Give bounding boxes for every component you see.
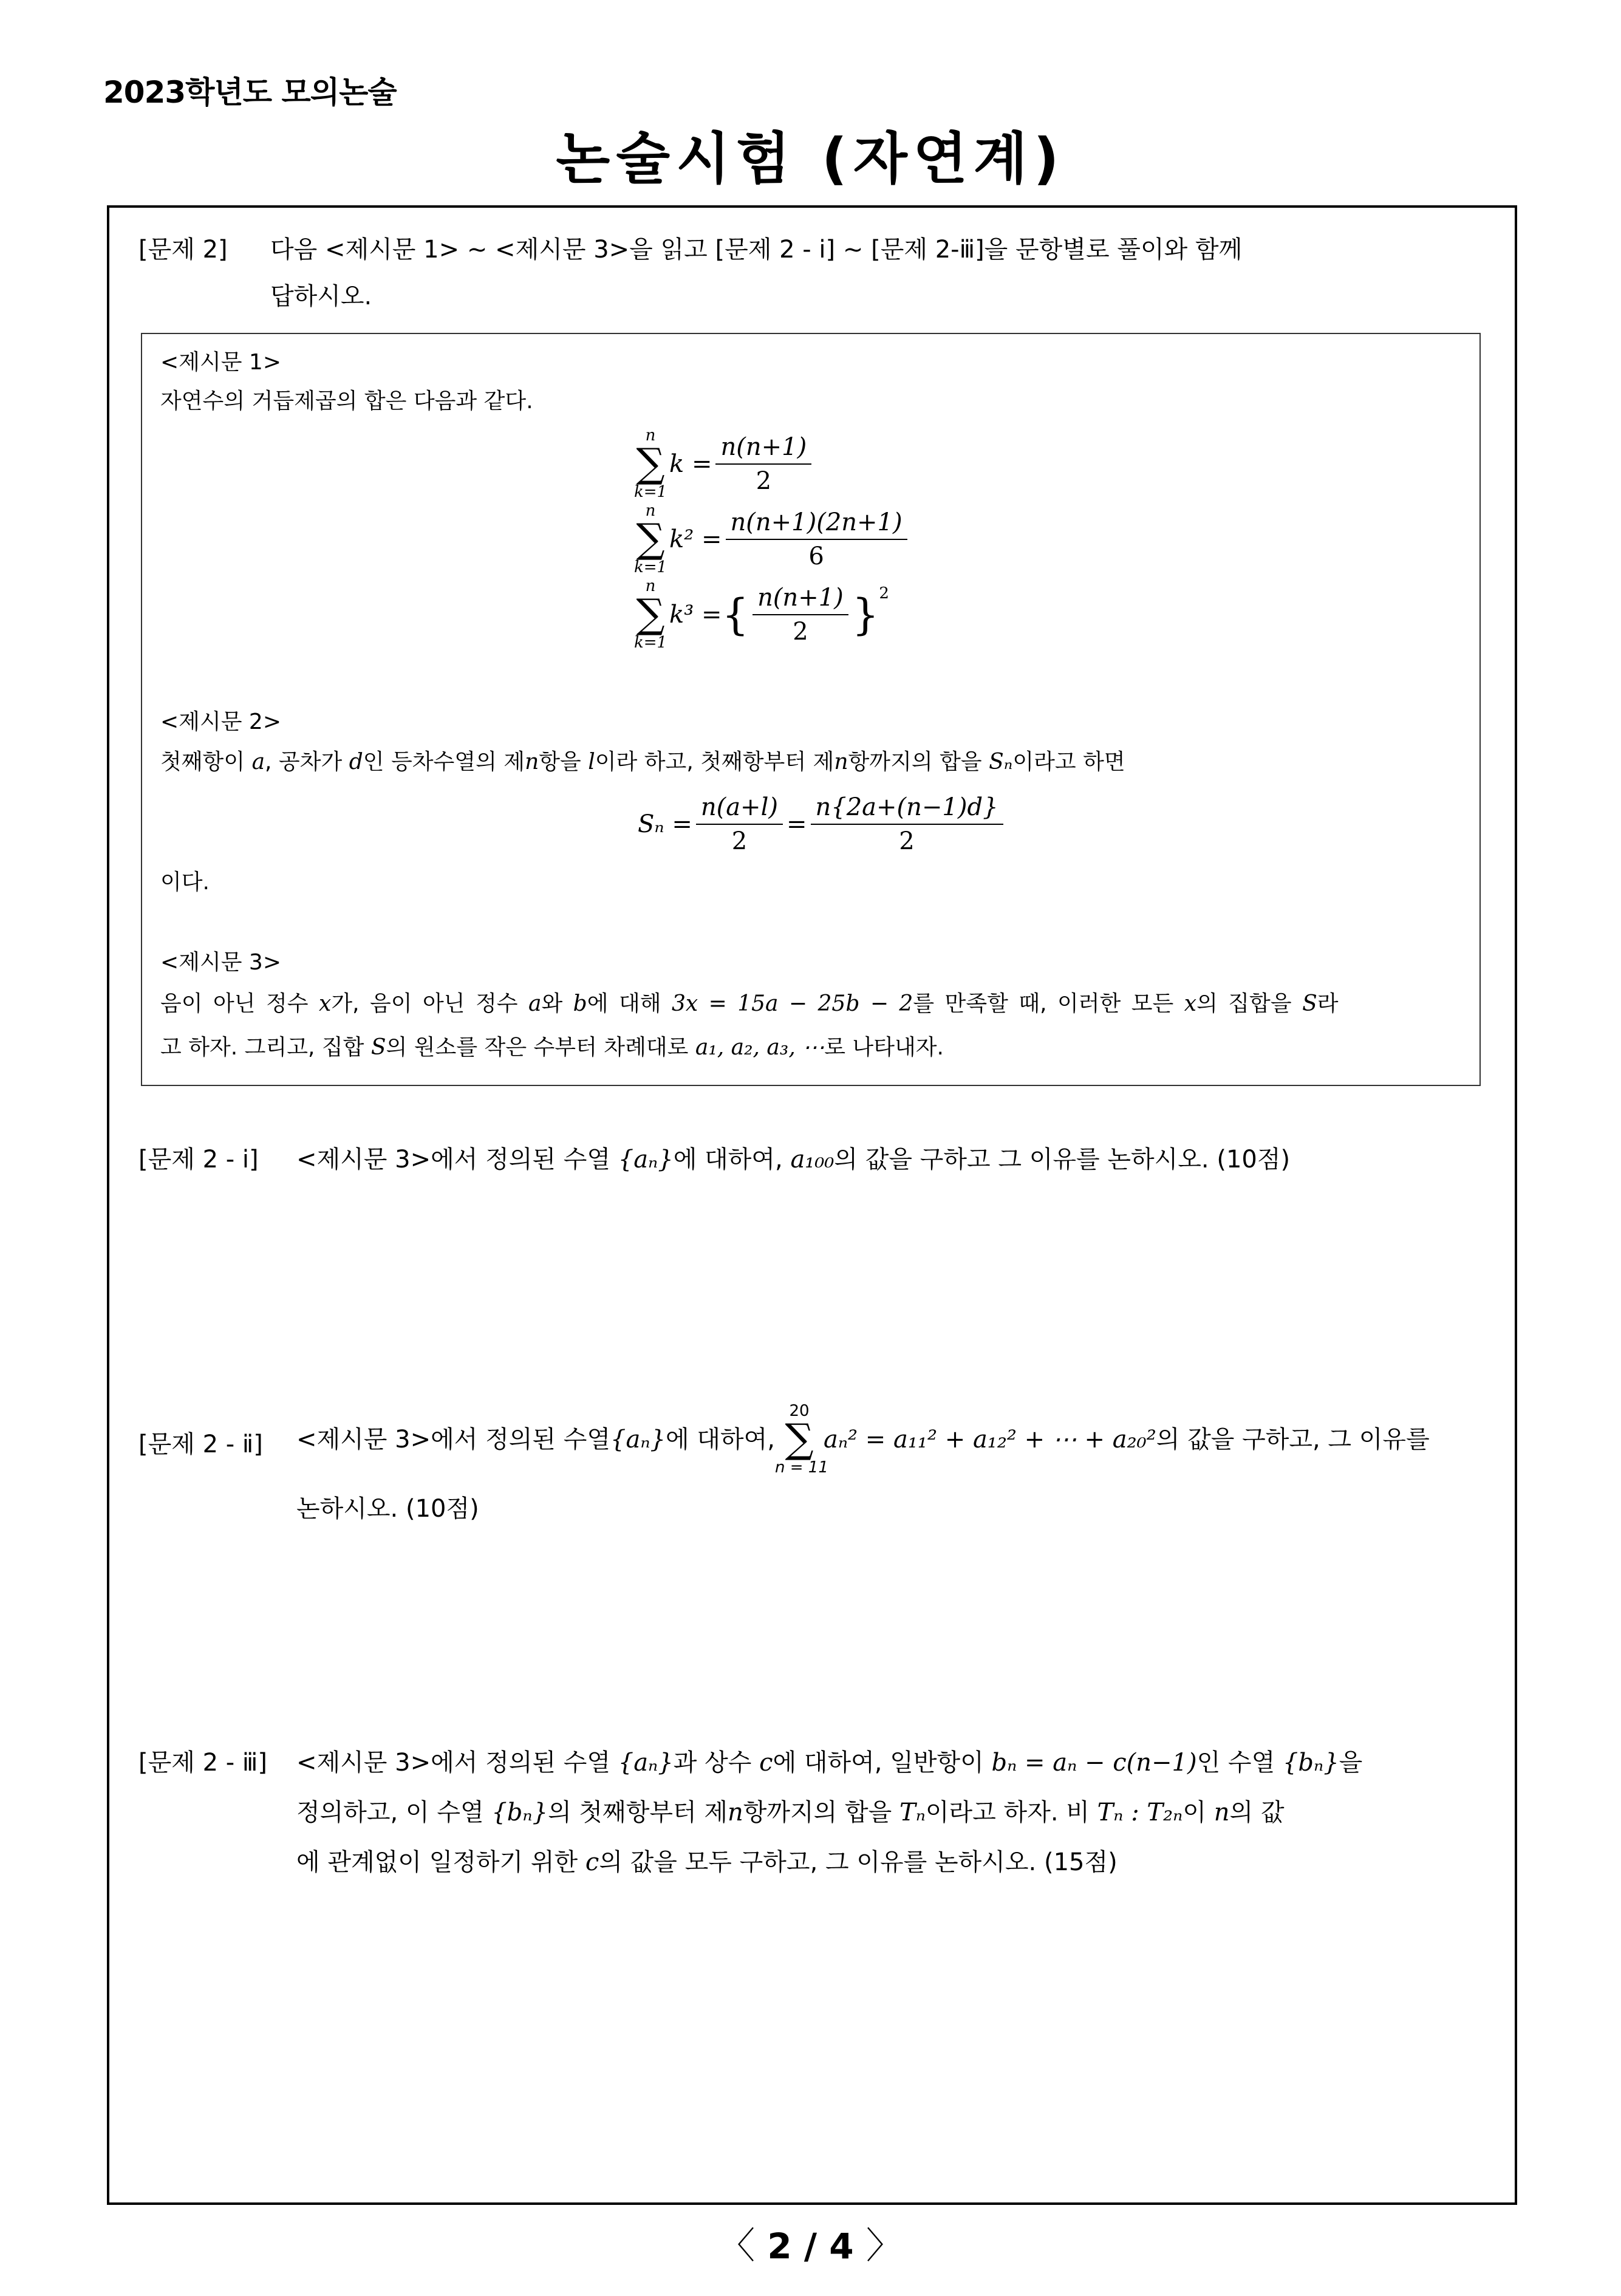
q3-line1: <제시문 3>에서 정의된 수열 {aₙ}과 상수 c에 대하여, 일반항이 bₙ = aₙ − c(n−1)인 수열 {bₙ}을 bbox=[296, 1749, 1363, 1777]
fraction: $\frac{n(n+1)}{2}$ bbox=[752, 584, 848, 646]
passage1-label: <제시문 1> bbox=[160, 350, 282, 375]
exam-year: 2023학년도 모의논술 bbox=[103, 75, 397, 110]
passage1-formula-1: n ∑ k=1 k = $\frac{n(n+1)}{2}$ bbox=[632, 428, 815, 501]
sum-symbol: n ∑ k=1 bbox=[633, 426, 667, 501]
passage2-label: <제시문 2> bbox=[160, 709, 282, 734]
sum-symbol: n ∑ k=1 bbox=[633, 577, 667, 652]
q1-label: [문제 2 - ⅰ] bbox=[138, 1146, 259, 1174]
exam-title: 논술시험 (자연계) bbox=[556, 126, 1065, 191]
passage3-line1: 음이 아닌 정수 x가, 음이 아닌 정수 a와 b에 대해 3x = 15a − 25b − 2를 만족할 때, 이러한 모든 x의 집합을 S라 bbox=[160, 991, 1339, 1016]
q3-line3: 에 관계없이 일정하기 위한 c의 값을 모두 구하고, 그 이유를 논하시오. (15점) bbox=[296, 1848, 1118, 1876]
fraction: $\frac{n\{2a+(n-1)d\}}{2}$ bbox=[811, 793, 1003, 855]
passage2-text: 첫째항이 a, 공차가 d인 등차수열의 제n항을 l이라 하고, 첫째항부터 제n항까지의 합을 Sₙ이라고 하면 bbox=[160, 750, 1125, 774]
left-angle-bracket: 〈 bbox=[718, 2225, 756, 2267]
q2-line1: <제시문 3>에서 정의된 수열 {aₙ} 에 대하여, 20 ∑ n = 11 aₙ² = a₁₁² + a₁₂² + ⋯ + a₂₀² 의 값을 구하고, 그 이유를 bbox=[296, 1402, 1430, 1477]
q3-label: [문제 2 - ⅲ] bbox=[138, 1749, 268, 1777]
problem-label: [문제 2] bbox=[138, 236, 228, 264]
passage2-formula: Sₙ = $\frac{n(a+l)}{2}$ = $\frac{n\{2a+(n-1)d\}}{2}$ bbox=[638, 793, 1007, 855]
passage1-text: 자연수의 거듭제곱의 합은 다음과 같다. bbox=[160, 389, 533, 414]
q3-line2: 정의하고, 이 수열 {bₙ}의 첫째항부터 제n항까지의 합을 Tₙ이라고 하자. 비 Tₙ : T₂ₙ이 n의 값 bbox=[296, 1799, 1285, 1826]
fraction: $\frac{n(n+1)(2n+1)}{6}$ bbox=[726, 508, 907, 570]
passage1-formula-3: n ∑ k=1 k³ = { $\frac{n(n+1)}{2}$ } $^2$ bbox=[632, 578, 889, 651]
fraction: $\frac{n(n+1)}{2}$ bbox=[715, 433, 811, 495]
sum-symbol: n ∑ k=1 bbox=[633, 502, 667, 576]
passage2-closing: 이다. bbox=[160, 870, 210, 895]
page-indicator: 2 / 4 bbox=[767, 2226, 854, 2267]
sum-symbol: 20 ∑ n = 11 bbox=[775, 1402, 828, 1477]
passage3-label: <제시문 3> bbox=[160, 950, 282, 975]
problem-instruction-line1: 다음 <제시문 1> ~ <제시문 3>을 읽고 [문제 2 - ⅰ] ~ [문제 2-ⅲ]을 문항별로 풀이와 함께 bbox=[270, 236, 1243, 264]
fraction: $\frac{n(a+l)}{2}$ bbox=[696, 793, 783, 855]
problem-instruction-line2: 답하시오. bbox=[270, 282, 372, 310]
q2-label: [문제 2 - ⅱ] bbox=[138, 1430, 263, 1458]
passage1-formula-2: n ∑ k=1 k² = $\frac{n(n+1)(2n+1)}{6}$ bbox=[632, 503, 911, 576]
page-number bbox=[0, 2217, 1621, 2269]
q2-line2: 논하시오. (10점) bbox=[296, 1495, 479, 1523]
q1-text: <제시문 3>에서 정의된 수열 {aₙ}에 대하여, a₁₀₀의 값을 구하고 그 이유를 논하시오. (10점) bbox=[296, 1146, 1291, 1174]
passage3-line2: 고 하자. 그리고, 집합 S의 원소를 작은 수부터 차례대로 a₁, a₂, a₃, ⋯로 나타내자. bbox=[160, 1035, 944, 1060]
right-angle-bracket: 〉 bbox=[865, 2225, 903, 2267]
